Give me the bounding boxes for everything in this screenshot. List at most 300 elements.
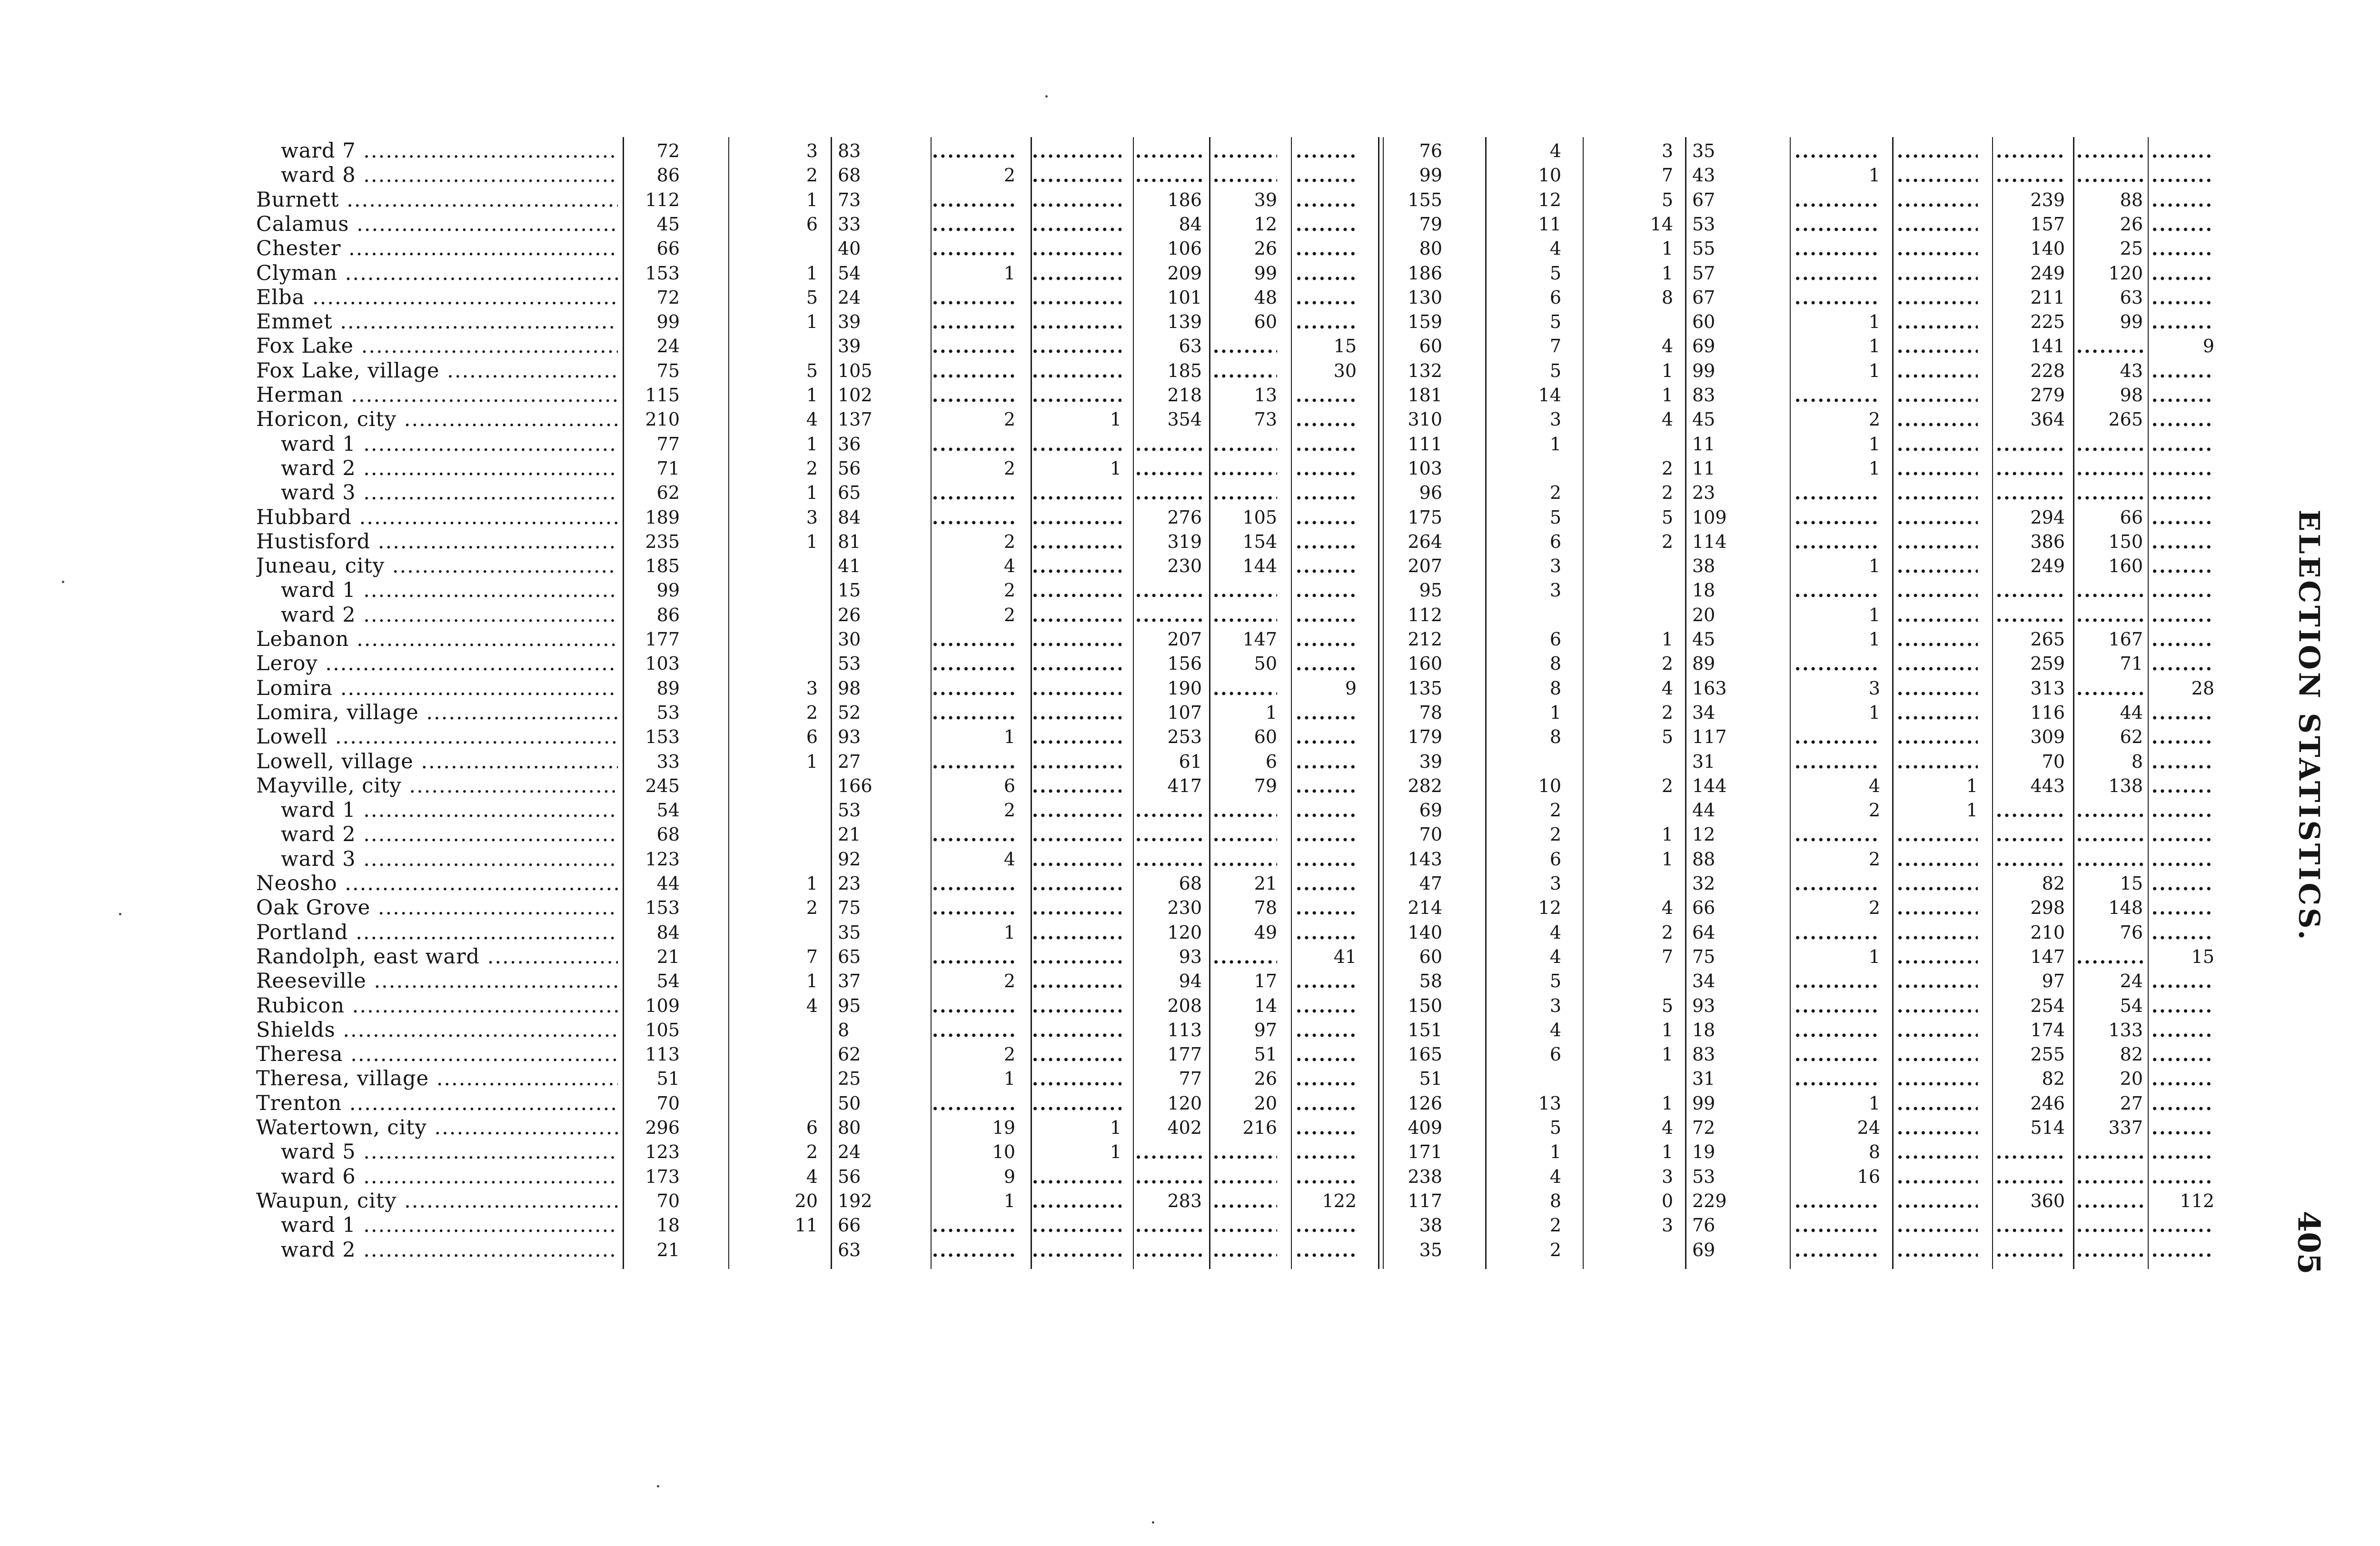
cell-value: 4 — [1549, 1019, 1561, 1041]
table-row — [0, 774, 2380, 798]
cell-value — [1795, 652, 1880, 676]
cell-value: 21 — [656, 1239, 680, 1260]
cell-value: 1 — [1110, 1117, 1121, 1138]
cell-value: 77 — [656, 433, 680, 455]
cell-value: 173 — [645, 1166, 680, 1187]
cell-value: 44 — [1692, 800, 1716, 821]
cell-value: 6 — [806, 726, 818, 748]
row-label: ward 7 ..... — [281, 139, 618, 163]
cell-value — [932, 432, 1015, 456]
cell-value: 174 — [2030, 1019, 2065, 1041]
cell-value: 2 — [1003, 457, 1015, 479]
cell-value: 67 — [1692, 287, 1716, 308]
cell-value — [932, 1238, 1015, 1262]
cell-value — [1135, 1140, 1202, 1164]
cell-value: 32 — [1692, 873, 1716, 894]
cell-value: 1 — [1661, 360, 1673, 381]
cell-value: 1 — [806, 433, 818, 455]
cell-value: 212 — [1408, 629, 1442, 650]
cell-value: 18 — [1692, 580, 1716, 601]
table-row — [0, 212, 2380, 237]
cell-value — [1213, 1213, 1277, 1238]
cell-value: 282 — [1408, 775, 1442, 796]
cell-value: 69 — [1692, 1239, 1716, 1260]
cell-value — [932, 823, 1015, 847]
cell-value: 14 — [1254, 995, 1277, 1016]
cell-value: 249 — [2030, 555, 2065, 577]
table-row — [0, 505, 2380, 530]
cell-value — [1296, 921, 1357, 945]
cell-value: 12 — [1538, 189, 1561, 210]
cell-value: 2 — [1549, 824, 1561, 845]
cell-value: 9 — [2202, 336, 2214, 357]
cell-value: 76 — [1692, 1215, 1716, 1236]
cell-value: 44 — [656, 873, 680, 894]
cell-value: 4 — [1661, 336, 1673, 357]
cell-value: 20 — [1692, 604, 1716, 625]
cell-value: 208 — [1167, 995, 1202, 1016]
cell-value: 2 — [1003, 165, 1015, 186]
page-number-text: 405 — [2291, 1210, 2327, 1274]
cell-value: 238 — [1408, 1166, 1442, 1187]
cell-value — [1795, 286, 1880, 310]
cell-value: 47 — [1419, 873, 1442, 894]
cell-value: 5 — [1661, 995, 1673, 1016]
table-row — [0, 921, 2380, 945]
cell-value: 4 — [1549, 140, 1561, 161]
cell-value: 60 — [1419, 946, 1442, 967]
cell-value: 117 — [1692, 726, 1727, 748]
cell-value — [1213, 1165, 1277, 1189]
cell-value: 354 — [1167, 409, 1202, 430]
cell-value: 19 — [1692, 1141, 1716, 1163]
cell-value — [2076, 1189, 2143, 1213]
cell-value: 68 — [656, 824, 680, 845]
cell-value: 1 — [1868, 629, 1880, 650]
table-row — [0, 1165, 2380, 1189]
cell-value: 54 — [656, 800, 680, 821]
cell-value — [1135, 847, 1202, 872]
cell-value: 71 — [656, 457, 680, 479]
cell-value: 5 — [1661, 189, 1673, 210]
cell-value — [1296, 554, 1357, 578]
cell-value — [1135, 798, 1202, 823]
cell-value: 5 — [1549, 506, 1561, 528]
cell-value — [1213, 798, 1277, 823]
cell-value: 39 — [838, 336, 861, 357]
cell-value: 279 — [2030, 385, 2065, 406]
cell-value — [932, 139, 1015, 163]
row-label: Burnett ..... — [256, 188, 618, 212]
cell-value — [2152, 1238, 2214, 1262]
cell-value: 43 — [2120, 360, 2143, 381]
cell-value: 44 — [2120, 702, 2143, 723]
cell-value: 185 — [645, 555, 680, 577]
cell-value: 112 — [645, 189, 680, 210]
cell-value — [1795, 1067, 1880, 1091]
cell-value — [1296, 847, 1357, 872]
table-row — [0, 823, 2380, 847]
cell-value: 51 — [1419, 1068, 1442, 1090]
cell-value: 2 — [1868, 800, 1880, 821]
cell-value: 5 — [1549, 262, 1561, 284]
cell-value — [2076, 163, 2143, 188]
cell-value: 1 — [1868, 360, 1880, 381]
cell-value — [2152, 1042, 2214, 1067]
row-label: ward 1 ..... — [281, 432, 618, 456]
cell-value: 24 — [1857, 1117, 1880, 1138]
cell-value — [1296, 383, 1357, 407]
cell-value: 1 — [806, 873, 818, 894]
cell-value — [2152, 578, 2214, 603]
cell-value — [932, 627, 1015, 652]
cell-value: 2 — [1868, 897, 1880, 919]
cell-value — [932, 188, 1015, 212]
table-row — [0, 1189, 2380, 1213]
cell-value: 60 — [1692, 311, 1716, 333]
cell-value: 34 — [1692, 971, 1716, 992]
cell-value: 11 — [1692, 433, 1716, 455]
row-label: ward 8 ..... — [281, 163, 618, 188]
cell-value — [2076, 432, 2143, 456]
cell-value: 175 — [1408, 506, 1442, 528]
cell-value — [1897, 163, 1978, 188]
cell-value — [2076, 1140, 2143, 1164]
cell-value: 103 — [645, 653, 680, 674]
cell-value: 93 — [1692, 995, 1716, 1016]
cell-value: 4 — [806, 1166, 818, 1187]
cell-value — [1795, 383, 1880, 407]
cell-value: 255 — [2030, 1044, 2065, 1065]
cell-value — [1897, 407, 1978, 432]
cell-value: 151 — [1408, 1019, 1442, 1041]
row-label: Watertown, city ..... — [256, 1116, 618, 1140]
table-row — [0, 969, 2380, 993]
cell-value — [1032, 1213, 1121, 1238]
cell-value: 45 — [656, 213, 680, 235]
cell-value — [1897, 432, 1978, 456]
cell-value — [1897, 1238, 1978, 1262]
cell-value — [1032, 1238, 1121, 1262]
cell-value: 54 — [2120, 995, 2143, 1016]
cell-value — [1032, 676, 1121, 701]
cell-value — [932, 505, 1015, 530]
cell-value — [932, 383, 1015, 407]
cell-value — [1296, 432, 1357, 456]
cell-value: 8 — [1661, 287, 1673, 308]
cell-value — [1032, 1091, 1121, 1116]
cell-value — [1213, 847, 1277, 872]
cell-value — [1296, 798, 1357, 823]
cell-value: 99 — [1254, 262, 1277, 284]
cell-value: 2 — [806, 1141, 818, 1163]
cell-value — [1296, 969, 1357, 993]
cell-value — [1032, 188, 1121, 212]
table-row — [0, 554, 2380, 578]
cell-value: 159 — [1408, 311, 1442, 333]
cell-value — [1213, 334, 1277, 358]
cell-value: 7 — [1661, 946, 1673, 967]
row-label: Trenton ..... — [256, 1091, 618, 1116]
cell-value — [1897, 1042, 1978, 1067]
cell-value: 1 — [1868, 555, 1880, 577]
cell-value: 1 — [1868, 702, 1880, 723]
row-label: Lebanon ..... — [256, 627, 618, 652]
cell-value: 3 — [1549, 580, 1561, 601]
cell-value: 88 — [2120, 189, 2143, 210]
row-label: Lomira, village ..... — [256, 701, 618, 725]
cell-value: 153 — [645, 726, 680, 748]
row-label: Mayville, city ..... — [256, 774, 618, 798]
cell-value: 23 — [838, 873, 861, 894]
cell-value: 294 — [2030, 506, 2065, 528]
cell-value — [1897, 652, 1978, 676]
cell-value: 165 — [1408, 1044, 1442, 1065]
cell-value — [932, 286, 1015, 310]
cell-value: 102 — [838, 385, 873, 406]
cell-value — [1296, 286, 1357, 310]
cell-value — [1032, 798, 1121, 823]
cell-value — [1296, 994, 1357, 1018]
cell-value — [1897, 945, 1978, 969]
cell-value — [1996, 823, 2065, 847]
cell-value: 1 — [1661, 262, 1673, 284]
cell-value: 3 — [1661, 1166, 1673, 1187]
cell-value: 3 — [806, 506, 818, 528]
cell-value: 95 — [1419, 580, 1442, 601]
cell-value: 35 — [838, 922, 861, 943]
cell-value: 1 — [1265, 702, 1277, 723]
cell-value — [1897, 1140, 1978, 1164]
cell-value — [1897, 188, 1978, 212]
cell-value: 70 — [1419, 824, 1442, 845]
cell-value: 14 — [1650, 213, 1673, 235]
cell-value: 113 — [645, 1044, 680, 1065]
cell-value — [2152, 725, 2214, 749]
cell-value: 2 — [1868, 848, 1880, 870]
cell-value: 83 — [1692, 385, 1716, 406]
cell-value — [2076, 1238, 2143, 1262]
cell-value: 115 — [645, 385, 680, 406]
cell-value: 386 — [2030, 531, 2065, 552]
cell-value: 67 — [1692, 189, 1716, 210]
cell-value: 71 — [2120, 653, 2143, 674]
cell-value: 28 — [2191, 677, 2214, 699]
cell-value — [1296, 652, 1357, 676]
cell-value: 61 — [1179, 751, 1202, 772]
cell-value: 1 — [1003, 922, 1015, 943]
cell-value — [932, 237, 1015, 261]
cell-value: 154 — [1242, 531, 1277, 552]
cell-value: 264 — [1408, 531, 1442, 552]
cell-value: 123 — [645, 1141, 680, 1163]
cell-value: 2 — [1549, 482, 1561, 504]
cell-value: 75 — [656, 360, 680, 381]
cell-value: 21 — [838, 824, 861, 845]
row-label: ward 2 ..... — [281, 456, 618, 481]
cell-value: 239 — [2030, 189, 2065, 210]
cell-value — [1032, 603, 1121, 627]
table-row — [0, 847, 2380, 872]
cell-value: 82 — [2120, 1044, 2143, 1065]
cell-value: 35 — [1692, 140, 1716, 161]
cell-value: 4 — [1868, 775, 1880, 796]
cell-value: 139 — [1167, 311, 1202, 333]
cell-value: 310 — [1408, 409, 1442, 430]
cell-value — [1897, 701, 1978, 725]
cell-value — [1213, 456, 1277, 481]
cell-value — [1296, 139, 1357, 163]
cell-value — [1135, 1165, 1202, 1189]
cell-value — [1897, 286, 1978, 310]
cell-value: 15 — [838, 580, 861, 601]
print-speck — [657, 1485, 659, 1487]
cell-value — [1135, 163, 1202, 188]
cell-value: 6 — [1549, 629, 1561, 650]
cell-value: 80 — [1419, 238, 1442, 259]
cell-value — [1032, 261, 1121, 286]
cell-value: 135 — [1408, 677, 1442, 699]
cell-value — [1795, 212, 1880, 237]
cell-value: 103 — [1408, 457, 1442, 479]
cell-value — [1296, 1116, 1357, 1140]
cell-value: 30 — [838, 629, 861, 650]
cell-value — [2076, 603, 2143, 627]
cell-value — [2076, 945, 2143, 969]
cell-value — [2152, 847, 2214, 872]
cell-value: 5 — [1549, 971, 1561, 992]
cell-value: 2 — [1549, 1215, 1561, 1236]
cell-value: 1 — [806, 385, 818, 406]
cell-value — [2076, 481, 2143, 505]
row-label: ward 2 ..... — [281, 823, 618, 847]
cell-value: 514 — [2030, 1117, 2065, 1138]
cell-value — [1795, 872, 1880, 896]
cell-value — [1897, 334, 1978, 358]
cell-value: 3 — [1661, 140, 1673, 161]
cell-value: 1 — [1966, 800, 1978, 821]
cell-value — [1032, 1042, 1121, 1067]
cell-value — [2152, 237, 2214, 261]
table-row — [0, 1116, 2380, 1140]
cell-value: 2 — [1661, 702, 1673, 723]
cell-value — [2152, 1213, 2214, 1238]
row-label: Fox Lake ..... — [256, 334, 618, 358]
cell-value — [1795, 1018, 1880, 1042]
cell-value: 126 — [1408, 1092, 1442, 1114]
cell-value — [1897, 603, 1978, 627]
cell-value: 5 — [1549, 360, 1561, 381]
cell-value: 53 — [656, 702, 680, 723]
row-label: Randolph, east ward ..... — [256, 945, 618, 969]
cell-value: 209 — [1167, 262, 1202, 284]
cell-value: 4 — [1003, 555, 1015, 577]
cell-value: 70 — [656, 1092, 680, 1114]
cell-value: 214 — [1408, 897, 1442, 919]
cell-value: 99 — [656, 311, 680, 333]
cell-value: 3 — [1661, 1215, 1673, 1236]
row-label: Juneau, city ..... — [256, 554, 618, 578]
cell-value — [1296, 310, 1357, 334]
cell-value — [1996, 456, 2065, 481]
cell-value — [1135, 603, 1202, 627]
cell-value: 319 — [1167, 531, 1202, 552]
print-speck — [1045, 95, 1048, 98]
cell-value: 26 — [838, 604, 861, 625]
cell-value: 109 — [1692, 506, 1727, 528]
cell-value: 216 — [1242, 1117, 1277, 1138]
cell-value: 5 — [1549, 311, 1561, 333]
cell-value: 186 — [1167, 189, 1202, 210]
cell-value — [2152, 530, 2214, 554]
table-row — [0, 725, 2380, 749]
cell-value: 76 — [1419, 140, 1442, 161]
cell-value: 140 — [1408, 922, 1442, 943]
cell-value: 9 — [1003, 1166, 1015, 1187]
cell-value — [1032, 530, 1121, 554]
cell-value — [1213, 1238, 1277, 1262]
cell-value: 211 — [2030, 287, 2065, 308]
cell-value: 39 — [838, 311, 861, 333]
cell-value: 55 — [1692, 238, 1716, 259]
table-row — [0, 1018, 2380, 1042]
cell-value — [932, 359, 1015, 383]
cell-value: 147 — [2030, 946, 2065, 967]
cell-value: 62 — [656, 482, 680, 504]
cell-value: 97 — [1254, 1019, 1277, 1041]
cell-value: 86 — [656, 165, 680, 186]
cell-value — [1032, 1067, 1121, 1091]
row-label: Hubbard ..... — [256, 505, 618, 530]
cell-value: 265 — [2030, 629, 2065, 650]
cell-value: 51 — [656, 1068, 680, 1090]
cell-value: 95 — [838, 995, 861, 1016]
cell-value — [1135, 432, 1202, 456]
row-label: Chester ..... — [256, 237, 618, 261]
cell-value: 3 — [1549, 555, 1561, 577]
cell-value: 45 — [1692, 409, 1716, 430]
cell-value: 181 — [1408, 385, 1442, 406]
cell-value: 171 — [1408, 1141, 1442, 1163]
cell-value: 111 — [1408, 433, 1442, 455]
cell-value: 3 — [1549, 409, 1561, 430]
cell-value — [1897, 847, 1978, 872]
cell-value — [1032, 969, 1121, 993]
cell-value — [1296, 481, 1357, 505]
cell-value — [1897, 481, 1978, 505]
cell-value — [1795, 261, 1880, 286]
cell-value — [1897, 872, 1978, 896]
cell-value — [1135, 481, 1202, 505]
cell-value: 150 — [1408, 995, 1442, 1016]
cell-value: 84 — [838, 506, 861, 528]
cell-value: 20 — [2120, 1068, 2143, 1090]
table-row — [0, 1042, 2380, 1067]
cell-value: 40 — [838, 238, 861, 259]
cell-value — [1897, 627, 1978, 652]
cell-value: 60 — [1419, 336, 1442, 357]
running-head — [2280, 476, 2337, 976]
cell-value — [1795, 237, 1880, 261]
cell-value: 33 — [838, 213, 861, 235]
cell-value: 160 — [2108, 555, 2143, 577]
cell-value: 19 — [992, 1117, 1015, 1138]
cell-value — [2152, 1018, 2214, 1042]
row-label: ward 6 ..... — [281, 1165, 618, 1189]
cell-value: 2 — [806, 702, 818, 723]
cell-value — [1213, 578, 1277, 603]
cell-value — [1795, 578, 1880, 603]
